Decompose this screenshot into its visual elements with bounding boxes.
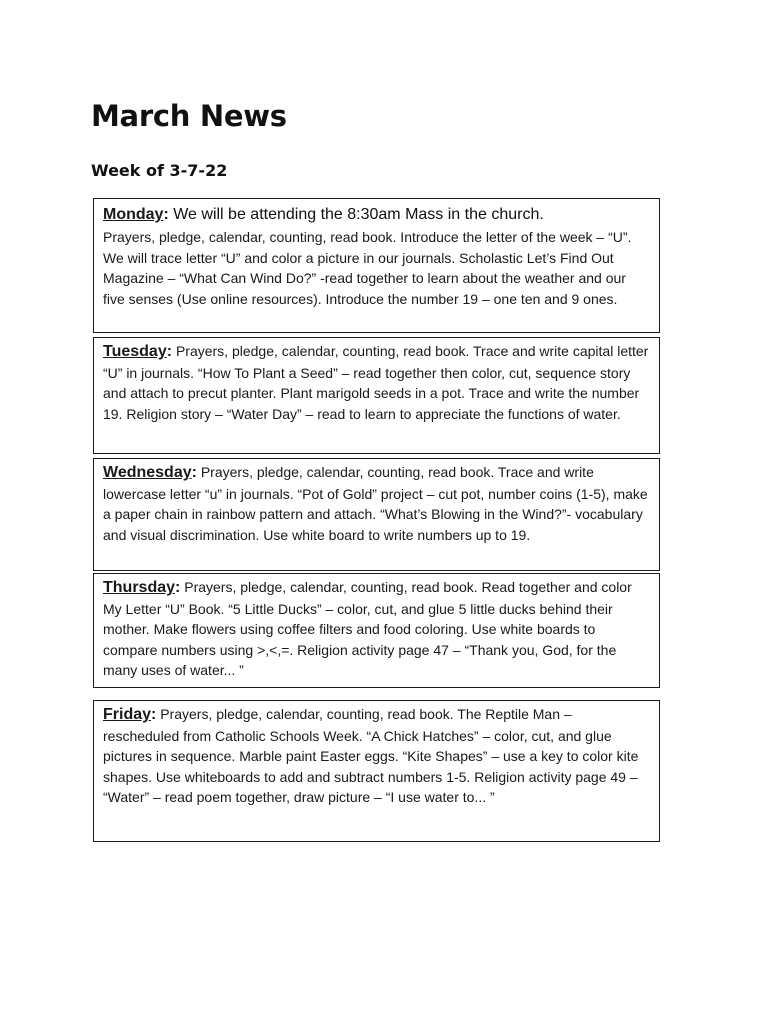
day-colon-monday: : [163,206,169,223]
day-box-friday [93,700,660,842]
day-colon-tuesday: : [166,343,173,360]
monday-mass-note: We will be attending the 8:30am Mass in the church. [168,206,544,223]
day-text-monday: Prayers, pledge, calendar, counting, read book. Introduce the letter of the week – “U”. We will trace letter “U” and color a picture in our journals. Scholastic Let’s Find Out Magazine – “What Can Wind Do?” -read together to learn about the weather and our five senses (Use online resources). Introduce the number 19 – one ten and 9 ones. [103,229,632,307]
monday-first-line [103,202,650,227]
day-heading-friday: Friday [103,706,152,723]
day-colon-friday: : [151,706,157,723]
week-label: Week of 3-7-22 [91,161,228,180]
day-box-wednesday [93,458,660,571]
day-text-wednesday: Prayers, pledge, calendar, counting, read book. Trace and write lowercase letter “u” in journals. “Pot of Gold” project – cut pot, number coins (1-5), make a paper chain in rainbow pattern and attach. “What’s Blowing in the Wind?”- vocabulary and visual discrimination. Use white board to write numbers up to 19. [103,464,648,543]
page-title: March News [91,99,287,133]
day-heading-tuesday: Tuesday [103,343,167,360]
day-heading-thursday: Thursday [103,579,176,596]
day-colon-wednesday: : [191,464,197,481]
day-box-monday [93,198,660,333]
day-colon-thursday: : [175,579,181,596]
day-text-thursday: Prayers, pledge, calendar, counting, read book. Read together and color My Letter “U” Book. “5 Little Ducks” – color, cut, and glue 5 little ducks behind their mother. Make flowers using coffee filters and food coloring. Use white boards to compare numbers using >,<,=. Religion activity page 47 – “Thank you, God, for the many uses of water... ” [103,579,632,679]
day-text-tuesday: Prayers, pledge, calendar, counting, read book. Trace and write capital letter “U” in journals. “How To Plant a Seed” – read together then color, cut, sequence story and attach to precut planter. Plant marigold seeds in a pot. Trace and write the number 19. Religion story – “Water Day” – read to learn to appreciate the functions of water. [103,343,649,422]
day-box-thursday [93,573,660,688]
day-box-tuesday [93,337,660,454]
day-text-friday: Prayers, pledge, calendar, counting, read book. The Reptile Man – rescheduled from Catholic Schools Week. “A Chick Hatches” – color, cut, and glue pictures in sequence. Marble paint Easter eggs. “Kite Shapes” – use a key to color kite shapes. Use whiteboards to add and subtract numbers 1-5. Religion activity page 49 – “Water” – read poem together, draw picture – “I use water to... ” [103,706,639,806]
day-heading-monday: Monday [103,206,164,223]
day-heading-wednesday: Wednesday [103,464,192,481]
